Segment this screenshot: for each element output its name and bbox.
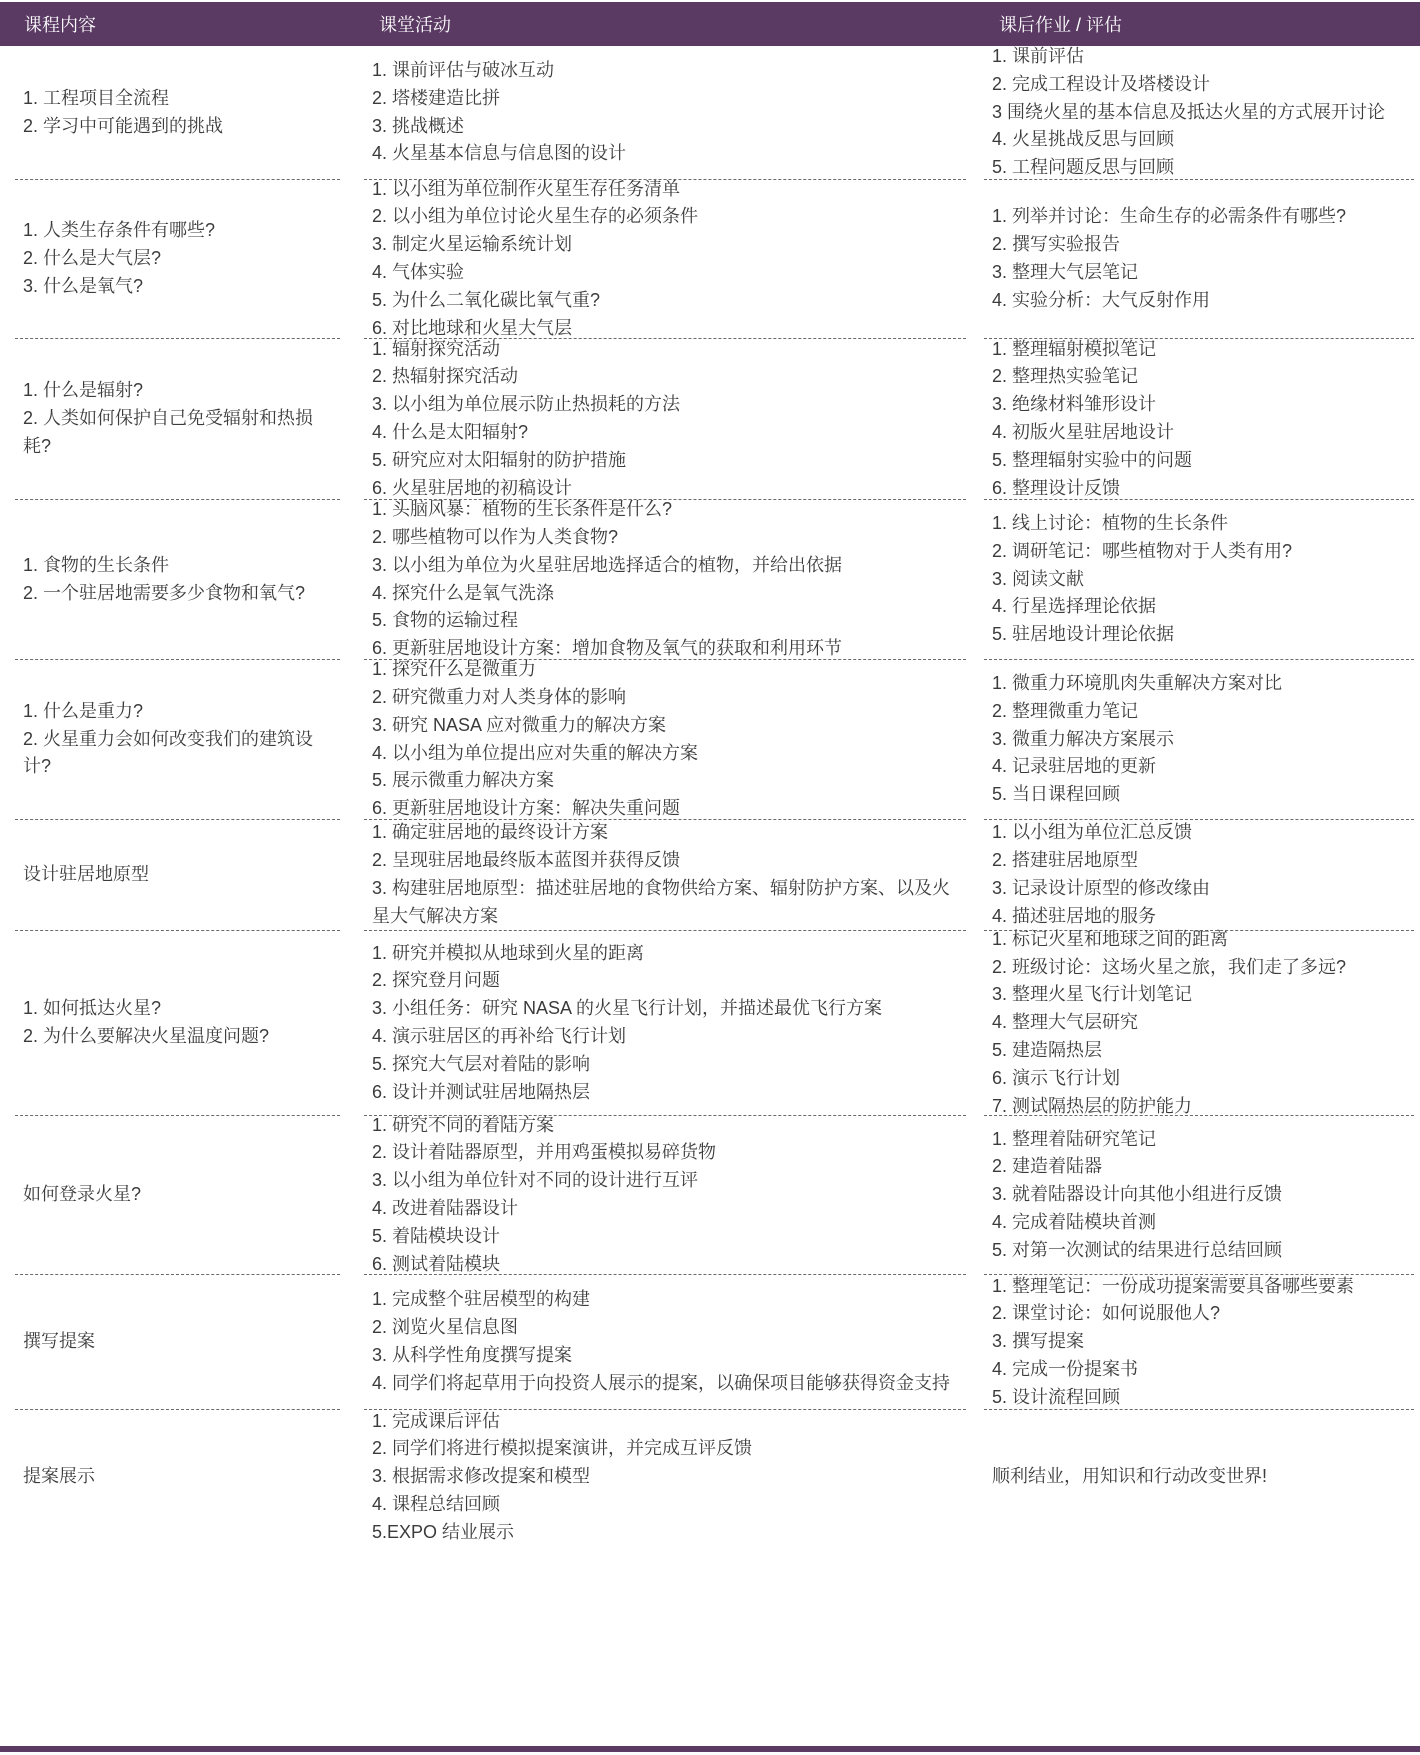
list-item: 4. 气体实验	[372, 262, 465, 282]
list-item: 2. 呈现驻居地最终版本蓝图并获得反馈	[372, 850, 681, 871]
list-item: 4. 实验分析：大气反射作用	[992, 289, 1211, 310]
list-item: 1. 线上讨论：植物的生长条件	[992, 513, 1229, 533]
class-activities-cell-content	[364, 46, 966, 180]
list-item: 1. 完成整个驻居模型的构建	[372, 1289, 591, 1310]
curriculum-table	[0, 2, 1420, 1544]
list-item: 1. 微重力环境肌肉失重解决方案对比	[992, 673, 1283, 693]
table-row	[0, 1410, 1420, 1544]
course-content-cell	[0, 339, 355, 500]
header-class-activities: 课堂活动	[355, 2, 975, 46]
homework-cell-content	[984, 1275, 1414, 1410]
homework-cell-content	[984, 339, 1414, 500]
list-item: 5.EXPO 结业展示	[372, 1521, 515, 1542]
list-item: 4. 完成着陆模块首测	[992, 1211, 1157, 1232]
homework-cell	[975, 180, 1420, 339]
list-item: 3. 制定火星运输系统计划	[372, 234, 573, 255]
table-body	[0, 46, 1420, 1544]
list-item: 1. 列举并讨论：生命生存的必需条件有哪些?	[992, 206, 1347, 227]
class-activities-cell-content	[364, 820, 966, 931]
course-content-cell	[0, 1275, 355, 1410]
list-item: 6. 火星驻居地的初稿设计	[372, 477, 573, 498]
list-item: 4. 行星选择理论依据	[992, 596, 1157, 617]
table-row	[0, 180, 1420, 339]
list-item: 4. 以小组为单位提出应对失重的解决方案	[372, 742, 699, 763]
homework-cell	[975, 500, 1420, 660]
list-item: 6. 更新驻居地设计方案：解决失重问题	[372, 798, 681, 819]
list-item: 1. 什么是重力?	[23, 700, 144, 721]
list-item: 顺利结业，用知识和行动改变世界!	[992, 1466, 1267, 1487]
list-item: 3. 什么是氧气?	[23, 275, 144, 296]
list-item: 2. 整理热实验笔记	[992, 366, 1139, 387]
list-item: 4. 探究什么是氧气洗涤	[372, 582, 555, 603]
list-item: 5. 为什么二氧化碳比氧气重?	[372, 289, 601, 310]
homework-cell	[975, 1275, 1420, 1410]
list-item: 6. 演示飞行计划	[992, 1067, 1121, 1088]
list-item: 3. 撰写提案	[992, 1331, 1085, 1352]
course-content-cell-content	[15, 1275, 340, 1410]
course-content-cell	[0, 1116, 355, 1275]
list-item: 5. 展示微重力解决方案	[372, 770, 555, 791]
course-content-cell	[0, 500, 355, 660]
list-item: 6. 设计并测试驻居地隔热层	[372, 1081, 591, 1102]
class-activities-cell-content	[364, 180, 966, 339]
class-activities-cell	[355, 180, 975, 339]
class-activities-cell-content	[364, 1275, 966, 1410]
homework-cell	[975, 1410, 1420, 1544]
course-content-cell	[0, 931, 355, 1116]
list-item: 2. 火星重力会如何改变我们的建筑设计?	[23, 728, 314, 777]
list-item: 5. 驻居地设计理论依据	[992, 624, 1175, 645]
class-activities-cell	[355, 46, 975, 180]
class-activities-cell	[355, 660, 975, 820]
list-item: 3. 以小组为单位展示防止热损耗的方法	[372, 394, 681, 415]
list-item: 3. 以小组为单位为火星驻居地选择适合的植物，并给出依据	[372, 554, 843, 575]
list-item: 1. 研究并模拟从地球到火星的距离	[372, 942, 645, 963]
list-item: 4. 完成一份提案书	[992, 1358, 1139, 1379]
table-row	[0, 1275, 1420, 1410]
course-content-cell-content	[15, 180, 340, 339]
list-item: 1. 整理笔记：一份成功提案需要具备哪些要素	[992, 1275, 1355, 1296]
list-item: 5. 工程问题反思与回顾	[992, 157, 1175, 178]
list-item: 6. 测试着陆模块	[372, 1253, 501, 1274]
list-item: 3. 从科学性角度撰写提案	[372, 1345, 573, 1365]
course-content-cell-content	[15, 931, 340, 1116]
list-item: 3. 阅读文献	[992, 568, 1085, 589]
list-item: 2. 课堂讨论：如何说服他人?	[992, 1303, 1221, 1324]
list-item: 2. 一个驻居地需要多少食物和氧气?	[23, 582, 306, 603]
course-content-cell-content	[15, 1116, 340, 1275]
homework-cell	[975, 1116, 1420, 1275]
list-item: 6. 对比地球和火星大气层	[372, 317, 573, 338]
list-item: 5. 对第一次测试的结果进行总结回顾	[992, 1239, 1283, 1260]
table-row	[0, 500, 1420, 660]
homework-cell	[975, 660, 1420, 820]
table-row	[0, 1116, 1420, 1275]
list-item: 4. 描述驻居地的服务	[992, 905, 1157, 926]
bottom-divider-bar	[0, 1746, 1420, 1752]
list-item: 2. 学习中可能遇到的挑战	[23, 115, 224, 136]
list-item: 1. 确定驻居地的最终设计方案	[372, 822, 609, 843]
homework-cell-content	[984, 46, 1414, 180]
list-item: 1. 研究不同的着陆方案	[372, 1114, 555, 1135]
list-item: 设计驻居地原型	[23, 864, 149, 885]
homework-cell-content	[984, 820, 1414, 931]
homework-cell	[975, 928, 1420, 1116]
list-item: 2. 搭建驻居地原型	[992, 850, 1139, 871]
list-item: 3. 根据需求修改提案和模型	[372, 1466, 591, 1487]
list-item: 3. 以小组为单位针对不同的设计进行互评	[372, 1170, 699, 1191]
table-row	[0, 339, 1420, 500]
list-item: 1. 头脑风暴：植物的生长条件是什么?	[372, 499, 673, 520]
list-item: 2. 以小组为单位讨论火星生存的必须条件	[372, 206, 699, 227]
class-activities-cell-content	[364, 931, 966, 1116]
list-item: 4. 什么是太阳辐射?	[372, 422, 529, 442]
list-item: 3. 挑战概述	[372, 115, 465, 136]
list-item: 3. 就着陆器设计向其他小组进行反馈	[992, 1184, 1283, 1205]
list-item: 1. 探究什么是微重力	[372, 659, 537, 680]
course-content-cell-content	[15, 820, 340, 931]
list-item: 4. 记录驻居地的更新	[992, 756, 1157, 777]
course-content-cell-content	[15, 1410, 340, 1544]
list-item: 2. 为什么要解决火星温度问题?	[23, 1026, 270, 1046]
class-activities-cell	[355, 339, 975, 500]
homework-cell-content	[984, 180, 1414, 339]
list-item: 提案展示	[23, 1466, 95, 1487]
list-item: 1. 标记火星和地球之间的距离	[992, 928, 1229, 949]
list-item: 5. 设计流程回顾	[992, 1386, 1121, 1407]
course-content-cell-content	[15, 500, 340, 660]
homework-cell-content	[984, 1410, 1414, 1544]
list-item: 5. 着陆模块设计	[372, 1225, 501, 1246]
list-item: 2. 浏览火星信息图	[372, 1317, 519, 1338]
class-activities-cell-content	[364, 1116, 966, 1275]
class-activities-cell	[355, 1275, 975, 1410]
list-item: 5. 当日课程回顾	[992, 784, 1121, 805]
list-item: 1. 课前评估与破冰互动	[372, 59, 555, 80]
list-item: 1. 工程项目全流程	[23, 87, 170, 108]
class-activities-cell-content	[364, 660, 966, 820]
table-row	[0, 660, 1420, 820]
course-content-cell-content	[15, 339, 340, 500]
list-item: 2. 设计着陆器原型，并用鸡蛋模拟易碎货物	[372, 1142, 717, 1163]
list-item: 2. 同学们将进行模拟提案演讲，并完成互评反馈	[372, 1438, 753, 1459]
list-item: 2. 热辐射探究活动	[372, 366, 519, 387]
list-item: 2. 研究微重力对人类身体的影响	[372, 686, 627, 707]
list-item: 2. 探究登月问题	[372, 970, 501, 991]
course-content-cell-content	[15, 46, 340, 180]
list-item: 3. 记录设计原型的修改缘由	[992, 878, 1211, 898]
course-content-cell	[0, 180, 355, 339]
list-item: 5. 研究应对太阳辐射的防护措施	[372, 449, 627, 470]
list-item: 1. 什么是辐射?	[23, 380, 144, 401]
list-item: 1. 人类生存条件有哪些?	[23, 220, 216, 241]
course-content-cell	[0, 46, 355, 180]
homework-cell-content	[984, 928, 1414, 1116]
list-item: 4. 改进着陆器设计	[372, 1198, 519, 1218]
list-item: 4. 初版火星驻居地设计	[992, 422, 1175, 442]
list-item: 撰写提案	[23, 1331, 95, 1352]
course-content-cell	[0, 820, 355, 931]
list-item: 2. 哪些植物可以作为人类食物?	[372, 526, 619, 547]
list-item: 1. 以小组为单位汇总反馈	[992, 822, 1193, 843]
list-item: 3. 整理火星飞行计划笔记	[992, 984, 1193, 1005]
list-item: 6. 整理设计反馈	[992, 477, 1121, 498]
table-row	[0, 820, 1420, 931]
class-activities-cell	[355, 931, 975, 1116]
list-item: 4. 火星基本信息与信息图的设计	[372, 143, 627, 164]
class-activities-cell-content	[364, 1410, 966, 1544]
list-item: 2. 人类如何保护自己免受辐射和热损耗?	[23, 408, 314, 456]
list-item: 2. 塔楼建造比拼	[372, 87, 501, 108]
list-item: 1. 辐射探究活动	[372, 338, 501, 359]
list-item: 5. 建造隔热层	[992, 1039, 1103, 1060]
course-content-cell-content	[15, 660, 340, 820]
list-item: 6. 更新驻居地设计方案：增加食物及氧气的获取和利用环节	[372, 638, 843, 659]
list-item: 2. 班级讨论：这场火星之旅，我们走了多远?	[992, 956, 1347, 977]
list-item: 3. 构建驻居地原型：描述驻居地的食物供给方案、辐射防护方案、以及火星大气解决方案	[372, 878, 951, 926]
class-activities-cell	[355, 1410, 975, 1544]
list-item: 5. 探究大气层对着陆的影响	[372, 1053, 591, 1074]
table-header-row	[0, 2, 1420, 46]
list-item: 4. 同学们将起草用于向投资人展示的提案，以确保项目能够获得资金支持	[372, 1372, 951, 1393]
list-item: 1. 整理辐射模拟笔记	[992, 338, 1157, 359]
homework-cell	[975, 339, 1420, 500]
list-item: 1. 整理着陆研究笔记	[992, 1128, 1157, 1149]
list-item: 3. 小组任务：研究 NASA 的火星飞行计划，并描述最优飞行方案	[372, 998, 883, 1019]
list-item: 1. 如何抵达火星?	[23, 998, 162, 1019]
list-item: 5. 食物的运输过程	[372, 610, 519, 631]
list-item: 1. 完成课后评估	[372, 1410, 501, 1431]
list-item: 2. 整理微重力笔记	[992, 700, 1139, 721]
table-row	[0, 931, 1420, 1116]
class-activities-cell-content	[364, 339, 966, 500]
class-activities-cell	[355, 1116, 975, 1275]
list-item: 3 围绕火星的基本信息及抵达火星的方式展开讨论	[992, 101, 1386, 122]
homework-cell-content	[984, 1116, 1414, 1275]
list-item: 1. 以小组为单位制作火星生存任务清单	[372, 178, 681, 199]
list-item: 3. 微重力解决方案展示	[992, 728, 1175, 749]
list-item: 2. 什么是大气层?	[23, 248, 162, 269]
list-item: 5. 整理辐射实验中的问题	[992, 449, 1193, 470]
header-course-content: 课程内容	[0, 2, 355, 46]
list-item: 1. 课前评估	[992, 46, 1085, 67]
list-item: 4. 课程总结回顾	[372, 1493, 501, 1514]
list-item: 1. 食物的生长条件	[23, 554, 170, 575]
list-item: 3. 整理大气层笔记	[992, 262, 1139, 282]
list-item: 4. 演示驻居区的再补给飞行计划	[372, 1026, 627, 1046]
list-item: 4. 整理大气层研究	[992, 1012, 1139, 1033]
list-item: 2. 撰写实验报告	[992, 234, 1121, 255]
list-item: 2. 调研笔记：哪些植物对于人类有用?	[992, 540, 1293, 561]
homework-cell-content	[984, 500, 1414, 660]
class-activities-cell-content	[364, 500, 966, 660]
homework-cell	[975, 46, 1420, 180]
class-activities-cell	[355, 820, 975, 931]
table-row	[0, 46, 1420, 180]
list-item: 3. 绝缘材料雏形设计	[992, 394, 1157, 415]
course-content-cell	[0, 660, 355, 820]
list-item: 3. 研究 NASA 应对微重力的解决方案	[372, 714, 667, 735]
list-item: 如何登录火星?	[23, 1184, 142, 1205]
list-item: 7. 测试隔热层的防护能力	[992, 1095, 1193, 1116]
list-item: 2. 建造着陆器	[992, 1156, 1103, 1177]
list-item: 2. 完成工程设计及塔楼设计	[992, 73, 1211, 94]
homework-cell-content	[984, 660, 1414, 820]
list-item: 4. 火星挑战反思与回顾	[992, 129, 1175, 150]
class-activities-cell	[355, 500, 975, 660]
header-homework-assessment: 课后作业 / 评估	[975, 2, 1420, 46]
course-content-cell	[0, 1410, 355, 1544]
homework-cell	[975, 820, 1420, 931]
